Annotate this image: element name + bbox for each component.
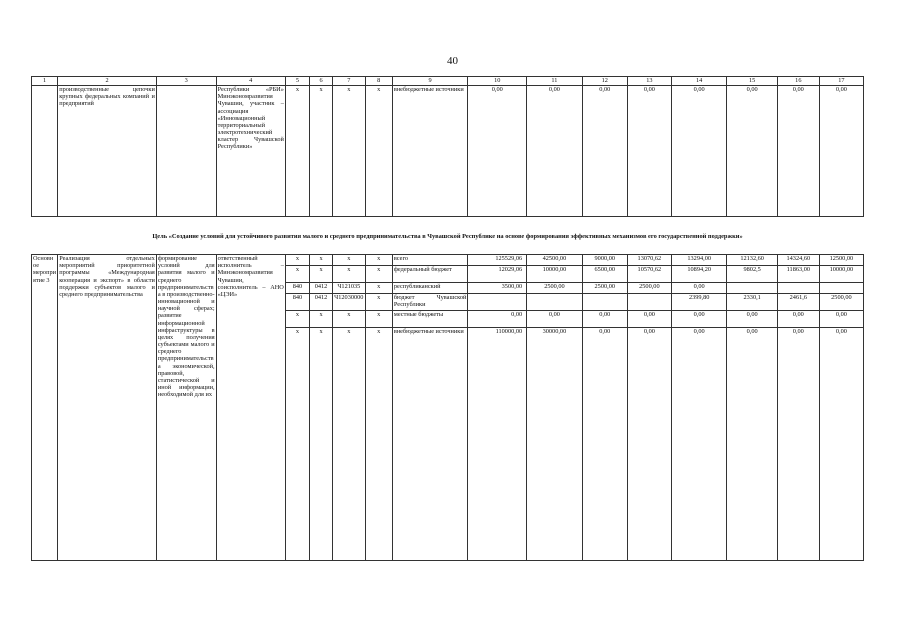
- cell-code-type: x: [365, 311, 392, 328]
- cell-value: [819, 283, 863, 294]
- column-number: 10: [468, 77, 527, 86]
- cell-code-target: Ч121035: [333, 283, 366, 294]
- table-row: [32, 86, 864, 217]
- cell-source: всего: [392, 255, 468, 266]
- cell-code-section: x: [309, 255, 332, 266]
- cell-value: [627, 294, 671, 311]
- cell-value: 0,00: [582, 86, 627, 217]
- cell-value: 0,00: [468, 311, 527, 328]
- cell-value: 0,00: [777, 311, 819, 328]
- column-number: 13: [627, 77, 671, 86]
- cell-value: 0,00: [777, 86, 819, 217]
- cell-code-type: x: [365, 86, 392, 217]
- column-number: 9: [392, 77, 468, 86]
- cell-value: 10894,20: [671, 266, 727, 283]
- cell-value: 0,00: [777, 328, 819, 561]
- cell-value: 12132,60: [727, 255, 777, 266]
- cell-value: 0,00: [819, 311, 863, 328]
- budget-table-event: [31, 254, 864, 561]
- column-number: 6: [309, 77, 332, 86]
- cell-code-grbs: x: [285, 86, 309, 217]
- cell-value: 42500,00: [527, 255, 583, 266]
- cell-source: бюджет Чувашской Республики: [392, 294, 468, 311]
- column-number: 4: [216, 77, 285, 86]
- cell-code-section: 0412: [309, 294, 332, 311]
- column-number: 3: [156, 77, 216, 86]
- cell-value: 11863,00: [777, 266, 819, 283]
- cell-goal: формирование условий для развития малого и среднего предпринимательства в производственно-инновационной и научной сферах; развитие информационной инфраструктуры в целях получения субъектами малого и среднего предпринимательства экономической, правовой, статистической и иной информации, необходимой для их: [156, 255, 216, 561]
- cell-code-grbs: 840: [285, 294, 309, 311]
- cell-value: 2500,00: [527, 283, 583, 294]
- column-number: 12: [582, 77, 627, 86]
- cell-value: 0,00: [671, 283, 727, 294]
- cell-code-type: x: [365, 328, 392, 561]
- cell-source: внебюджетные источники: [392, 328, 468, 561]
- cell-description: Реализация отдельных мероприятий приоритетной программы «Международная кооперация и экспорт» в области поддержки субъектов малого и среднего предпринимательства: [58, 255, 157, 561]
- cell-code-type: x: [365, 294, 392, 311]
- budget-table-continued: [31, 76, 864, 217]
- cell-value: 125529,06: [468, 255, 527, 266]
- cell-value: 9802,5: [727, 266, 777, 283]
- cell-value: 10000,00: [819, 266, 863, 283]
- column-number-header: [32, 77, 864, 86]
- cell-value: 14324,60: [777, 255, 819, 266]
- cell-code-section: x: [309, 266, 332, 283]
- cell-value: 0,00: [819, 328, 863, 561]
- cell-goal: [156, 86, 216, 217]
- cell-value: [582, 294, 627, 311]
- cell-value: 2399,80: [671, 294, 727, 311]
- cell-value: 0,00: [468, 86, 527, 217]
- table-row: [32, 255, 864, 266]
- cell-value: 3500,00: [468, 283, 527, 294]
- cell-source: республиканский: [392, 283, 468, 294]
- cell-code-type: x: [365, 266, 392, 283]
- cell-value: 10000,00: [527, 266, 583, 283]
- cell-value: [777, 283, 819, 294]
- cell-value: 0,00: [671, 86, 727, 217]
- column-number: 8: [365, 77, 392, 86]
- cell-code-grbs: x: [285, 311, 309, 328]
- cell-value: [527, 294, 583, 311]
- column-number: 15: [727, 77, 777, 86]
- column-number: 17: [819, 77, 863, 86]
- cell-code-target: x: [333, 86, 366, 217]
- cell-value: 0,00: [527, 311, 583, 328]
- cell-value: 0,00: [671, 311, 727, 328]
- cell-code-type: x: [365, 283, 392, 294]
- cell-value: 2500,00: [627, 283, 671, 294]
- column-number: 1: [32, 77, 58, 86]
- cell-code-section: 0412: [309, 283, 332, 294]
- cell-value: 30000,00: [527, 328, 583, 561]
- cell-code-section: x: [309, 311, 332, 328]
- cell-source: местные бюджеты: [392, 311, 468, 328]
- column-number: 7: [333, 77, 366, 86]
- goal-title: Цель «Создание условий для устойчивого развития малого и среднего предпринимательства в Чувашской Республике на основе формирования эффективных механизмов его государственной поддержки»: [152, 233, 743, 240]
- cell-code-grbs: x: [285, 328, 309, 561]
- cell-description: производственные цепочки крупных федеральных компаний и предприятий: [58, 86, 157, 217]
- cell-value: [468, 294, 527, 311]
- cell-value: 0,00: [727, 86, 777, 217]
- cell-value: 0,00: [671, 328, 727, 561]
- column-number: 2: [58, 77, 157, 86]
- cell-value: [727, 283, 777, 294]
- cell-value: 2461,6: [777, 294, 819, 311]
- cell-executor: ответственный исполнитель – Минэкономразвития Чувашии, соисполнитель – АНО «ЦЭИ»: [216, 255, 285, 561]
- cell-event-name: Основное мероприятие 3: [32, 255, 58, 561]
- cell-code-grbs: x: [285, 266, 309, 283]
- cell-value: 6500,00: [582, 266, 627, 283]
- cell-value: 2500,00: [819, 294, 863, 311]
- cell-value: 0,00: [727, 311, 777, 328]
- cell-value: 10570,62: [627, 266, 671, 283]
- cell-code-target: x: [333, 311, 366, 328]
- cell-value: 0,00: [527, 86, 583, 217]
- page-number: 40: [447, 55, 458, 67]
- cell-value: 0,00: [819, 86, 863, 217]
- cell-value: 2500,00: [582, 283, 627, 294]
- cell-code-grbs: 840: [285, 283, 309, 294]
- cell-code-target: x: [333, 266, 366, 283]
- column-number: 14: [671, 77, 727, 86]
- cell-value: 0,00: [582, 328, 627, 561]
- cell-code-target: x: [333, 328, 366, 561]
- cell-value: 9000,00: [582, 255, 627, 266]
- column-number: 16: [777, 77, 819, 86]
- cell-source: федеральный бюджет: [392, 266, 468, 283]
- cell-code-target: Ч12030000: [333, 294, 366, 311]
- cell-value: 110000,00: [468, 328, 527, 561]
- column-number: 5: [285, 77, 309, 86]
- cell-value: 0,00: [627, 86, 671, 217]
- cell-value: 12500,00: [819, 255, 863, 266]
- cell-code-grbs: x: [285, 255, 309, 266]
- cell-code-target: x: [333, 255, 366, 266]
- cell-source: внебюджетные источники: [392, 86, 468, 217]
- cell-value: 13294,00: [671, 255, 727, 266]
- column-number: 11: [527, 77, 583, 86]
- cell-value: 0,00: [627, 311, 671, 328]
- cell-value: 2330,1: [727, 294, 777, 311]
- cell-value: 12029,06: [468, 266, 527, 283]
- cell-code-section: x: [309, 328, 332, 561]
- cell-executor: Республики «РБИ» Минэкономразвития Чувашии, участник – ассоциация «Инновационный территориальный электротехнический кластер Чувашской Республики»: [216, 86, 285, 217]
- cell-value: 0,00: [627, 328, 671, 561]
- cell-value: 0,00: [727, 328, 777, 561]
- cell-value: 13070,62: [627, 255, 671, 266]
- cell-code-type: x: [365, 255, 392, 266]
- cell-value: 0,00: [582, 311, 627, 328]
- cell-code-section: x: [309, 86, 332, 217]
